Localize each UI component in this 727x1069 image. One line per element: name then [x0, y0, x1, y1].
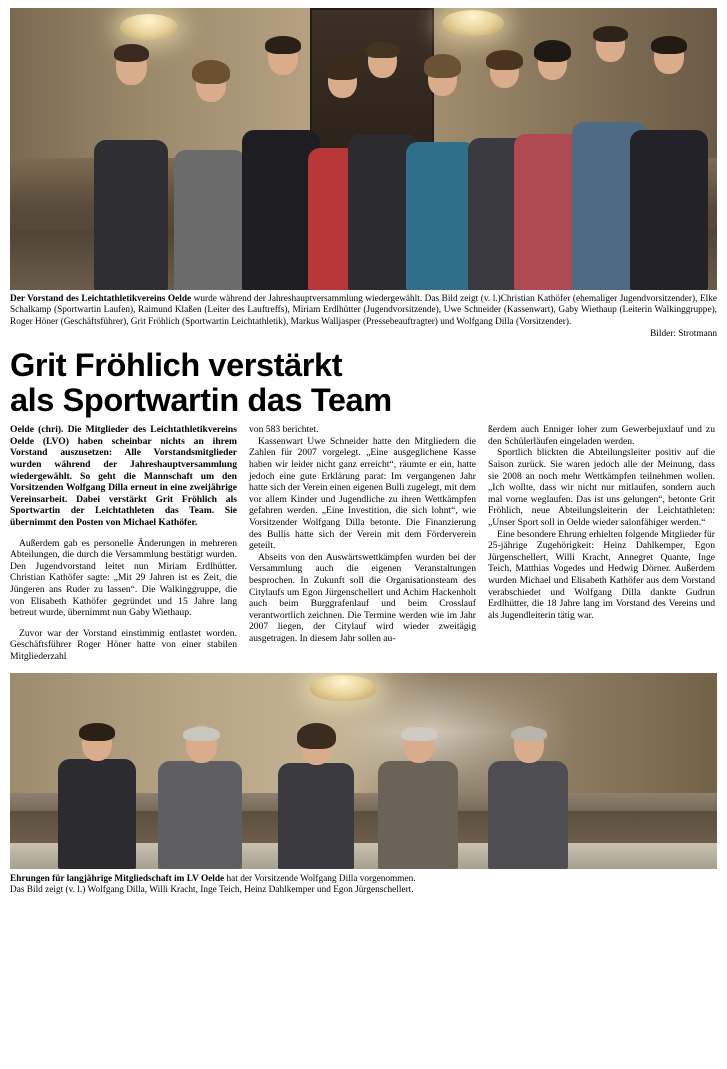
top-photo-credit: Bilder: Strotmann — [650, 329, 717, 340]
bottom-photo-caption-text: hat der Vorsitzende Wolfgang Dilla vorgenommen. — [224, 873, 416, 884]
person-bottom-1 — [52, 719, 142, 869]
article-column-2 — [249, 424, 476, 662]
top-photo-caption — [10, 294, 717, 328]
paragraph: Eine besondere Ehrung erhielten folgende Mitglieder für 25-jährige Zugehörigkeit: Heinz Dahlkemper, Egon Jürgenschellert, Willi Kracht, Annegret Quante, Inge Teich, Matthias Vogedes und Hedwig Dörner. Außerdem wurden Michael und Elisabeth Kathöfer aus dem Vorstand verabschiedet und Wolfgang Dilla dankte Gudrun Erdlhütter, die 18 Jahre lang im Vorstand des Vereins und als Jugendleiterin tätig war. — [488, 528, 715, 621]
person-bottom-5 — [480, 719, 576, 869]
bottom-group-photo — [10, 673, 717, 869]
bottom-photo-caption-line2: Das Bild zeigt (v. l.) Wolfgang Dilla, Willi Kracht, Inge Teich, Heinz Dahlkemper und Egon Jürgenschellert. — [10, 885, 414, 896]
headline-line-2: als Sportwartin das Team — [10, 382, 392, 419]
bottom-photo-caption — [10, 874, 717, 897]
paragraph: von 583 berichtet. — [249, 424, 319, 436]
page-title — [10, 348, 717, 418]
person-10 — [622, 38, 714, 290]
person-bottom-4 — [370, 719, 466, 869]
ceiling-lamp-right-icon — [442, 10, 504, 36]
ceiling-lamp-left-icon — [120, 14, 178, 40]
top-photo-caption-text: wurde während der Jahreshauptversammlung wiedergewählt. Das Bild zeigt (v. l.)Christian Kathöfer (ehemaliger Jugendvorsitzender), Elke Schalkamp (Sportwartin Laufen), Raimund Klaßen (Leiter des Lauftreffs), Miriam Erdlhütter (Jugendvorsitzende), Uwe Schneider (Kassenwart), Gaby Wiethaup (Leiterin Walkinggruppe), Roger Höner (Geschäftsführer), Grit Fröhlich (Sportwartin Leichtathletik), Markus Walljasper (Pressebeauftragter) und Wolfgang Dilla (Vorsitzender). — [10, 294, 717, 327]
top-photo-caption-lead: Der Vorstand des Leichtathletikvereins Oelde — [10, 294, 192, 304]
paragraph: Abseits von den Auswärtswettkämpfen wurden bei der Versammlung auch die eigenen Veranstaltungen besprochen. In Zukunft soll die Organisationsteam des Citylaufs um Egon Jürgenschellert und Achim Hackenholt auch beim Burggrafenlauf und beim Crosslauf verantwortlich zeichnen. Die Termine werden wie im Jahr 2007 liegen, der Citylauf wird wieder zweitägig ausgetragen. In diesem Jahr sollen au- — [249, 551, 476, 644]
article-body — [10, 424, 717, 662]
person-bottom-2 — [152, 719, 248, 869]
paragraph: Zuvor war der Vorstand einstimmig entlastet worden. Geschäftsführer Roger Höner hatte von einer stabilen Mitgliederzahl — [10, 627, 237, 662]
ceiling-lamp-icon — [310, 675, 376, 701]
article-column-3 — [488, 424, 715, 662]
top-group-photo — [10, 8, 717, 290]
person-1 — [88, 50, 174, 290]
headline-line-1: Grit Fröhlich verstärkt — [10, 347, 343, 384]
paragraph: Außerdem gab es personelle Änderungen in mehreren Abteilungen, die durch die Versammlung bestätigt wurden. Den Jugendvorstand leitet nun Miriam Erdlhütter. Christian Kathöfer sagte: „Mit 29 Jahren ist es Zeit, die Jüngeren ans Ruder zu lassen“. Die Walkinggruppe, die von Elisabeth Kathöfer gegründet und 15 Jahre lang betreut wurde, übernimmt nun Gaby Wiethaup. — [10, 537, 237, 619]
article-column-1 — [10, 424, 237, 662]
bottom-photo-caption-lead: Ehrungen für langjährige Mitgliedschaft im LV Oelde — [10, 873, 225, 884]
paragraph: Kassenwart Uwe Schneider hatte den Mitgliedern die Zahlen für 2007 vorgelegt. „Eine ausgeglichene Kasse haben wir leider nicht ganz erreicht“, räumte er ein, hatte jedoch eine gute Erklärung parat: Im vergangenen Jahr hatte sich der Verein einen eigenen Bulli zugelegt, mit dem vor allem Kinder und Jugendliche zu ihren Wettkämpfen gefahren werden. „Eine Investition, die sich lohnt“, wie Vorsitzender Wolfgang Dilla betonte. Die Finanzierung des Bullis hatte sich der Verein mit dem Förderverein geteilt. — [249, 435, 476, 552]
person-bottom-3 — [272, 721, 360, 869]
paragraph: ßerdem auch Enniger loher zum Gewerbejuxlauf und zu den Schülerläufen eingeladen werden. — [488, 424, 715, 447]
paragraph: Sportlich blickten die Abteilungsleiter positiv auf die Saison zurück. Sie waren jedoch alle der Meinung, dass sie 2008 an noch mehr Wettkämpfen teilnehmen wollen. „Ich wollte, dass wir nicht nur mitlaufen, sondern auch mal vorne weglaufen. Das ist uns gelungen“, betonte Grit Fröhlich, neue Abteilungsleiterin der Leichtathleten: „Unser Sport soll in Oelde wieder salonfähiger werden.“ — [488, 447, 715, 528]
paragraph: Oelde (chri). Die Mitglieder des Leichtathletikvereins Oelde (LVO) haben scheinbar nichts an ihrem Vorstand auszusetzen: Alle Vorstandsmitglieder wurden während der Jahreshauptversammlung wiedergewählt. So geht die Mannschaft um den Vorsitzenden Wolfgang Dilla erneut in eine zweijährige Vereinsarbeit. Dabei verstärkt Grit Fröhlich als Sportwartin der Leichtathleten das Team. Sie übernimmt den Posten von Michael Kathöfer. — [10, 424, 237, 528]
